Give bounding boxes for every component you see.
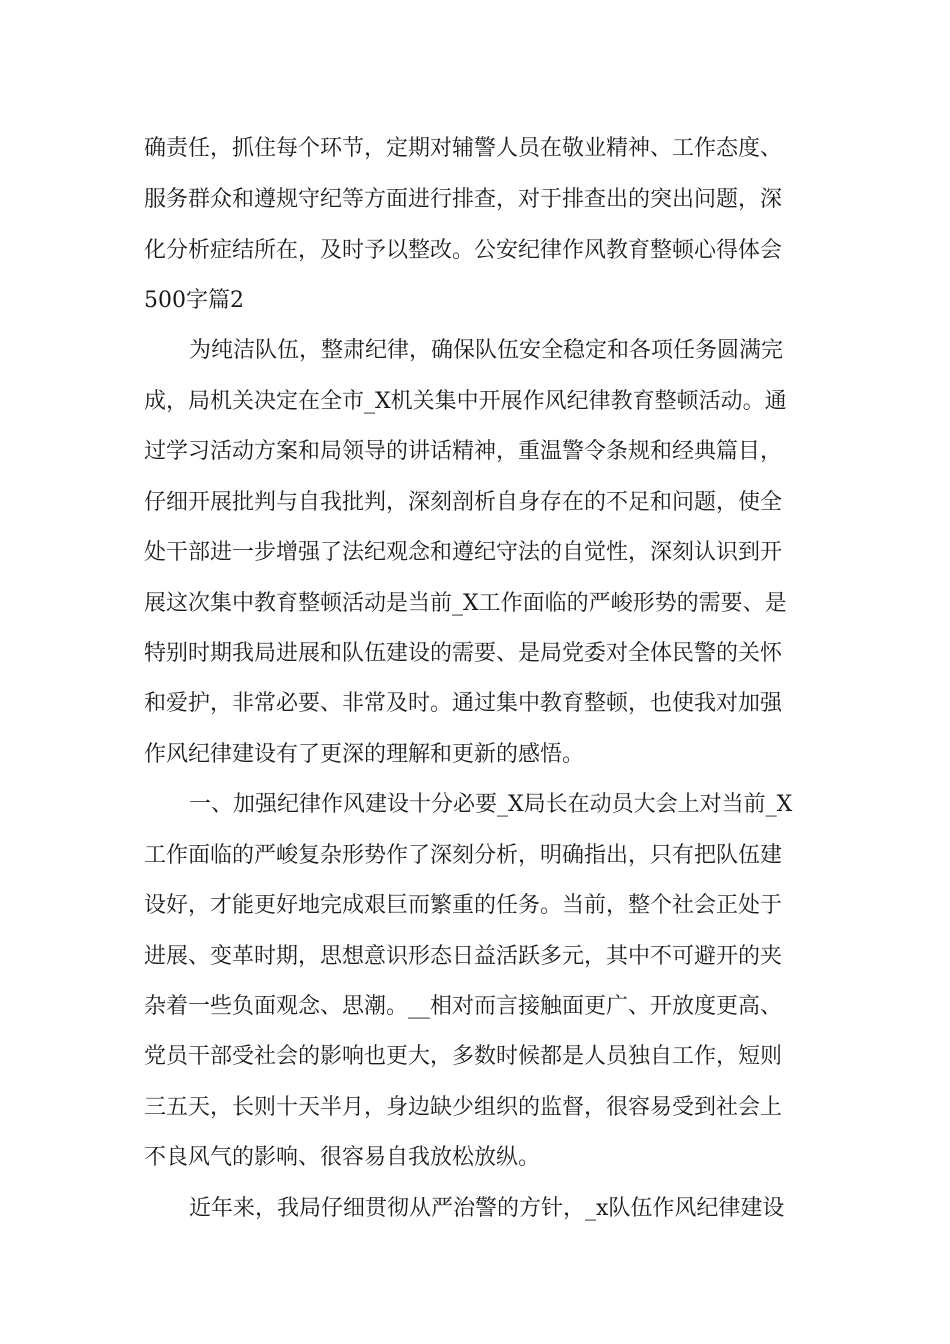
text-line: 作风纪律建设有了更深的理解和更新的感悟。 [144,742,585,767]
text-line: 展这次集中教育整顿活动是当前_X工作面临的严峻形势的需要、是 [144,591,787,616]
text-line: 一、加强纪律作风建设十分必要_X局长在动员大会上对当前_X [189,792,793,817]
text-line: 仔细开展批判与自我批判，深刻剖析自身存在的不足和问题，使全 [144,490,783,515]
text-line: 进展、变革时期，思想意识形态日益活跃多元，其中不可避开的夹 [144,944,783,969]
text-line: 特别时期我局进展和队伍建设的需要、是局党委对全体民警的关怀 [144,641,783,666]
text-line: 工作面临的严峻复杂形势作了深刻分析，明确指出，只有把队伍建 [144,843,783,868]
text-line: 确责任，抓住每个环节，定期对辅警人员在敬业精神、工作态度、 [144,136,783,161]
text-line: 500字篇2 [144,288,244,313]
text-line: 设好，才能更好地完成艰巨而繁重的任务。当前，整个社会正处于 [144,893,783,918]
text-line: 三五天，长则十天半月，身边缺少组织的监督，很容易受到社会上 [144,1095,783,1120]
text-line: 不良风气的影响、很容易自我放松放纵。 [144,1145,541,1170]
text-line: 过学习活动方案和局领导的讲话精神，重温警令条规和经典篇目， [144,439,783,464]
text-line: 近年来，我局仔细贯彻从严治警的方针，_x队伍作风纪律建设 [189,1196,785,1221]
text-line: 为纯洁队伍，整肃纪律，确保队伍安全稳定和各项任务圆满完 [189,338,784,363]
text-line: 杂着一些负面观念、思潮。__相对而言接触面更广、开放度更高、 [144,994,783,1019]
text-line: 成，局机关决定在全市_X机关集中开展作风纪律教育整顿活动。通 [144,389,787,414]
text-line: 党员干部受社会的影响也更大，多数时候都是人员独自工作，短则 [144,1044,783,1069]
text-line: 和爱护，非常必要、非常及时。通过集中教育整顿，也使我对加强 [144,691,783,716]
text-line: 服务群众和遵规守纪等方面进行排查，对于排查出的突出问题，深 [144,187,783,212]
text-line: 处干部进一步增强了法纪观念和遵纪守法的自觉性，深刻认识到开 [144,540,783,565]
text-line: 化分析症结所在，及时予以整改。公安纪律作风教育整顿心得体会 [144,238,783,263]
